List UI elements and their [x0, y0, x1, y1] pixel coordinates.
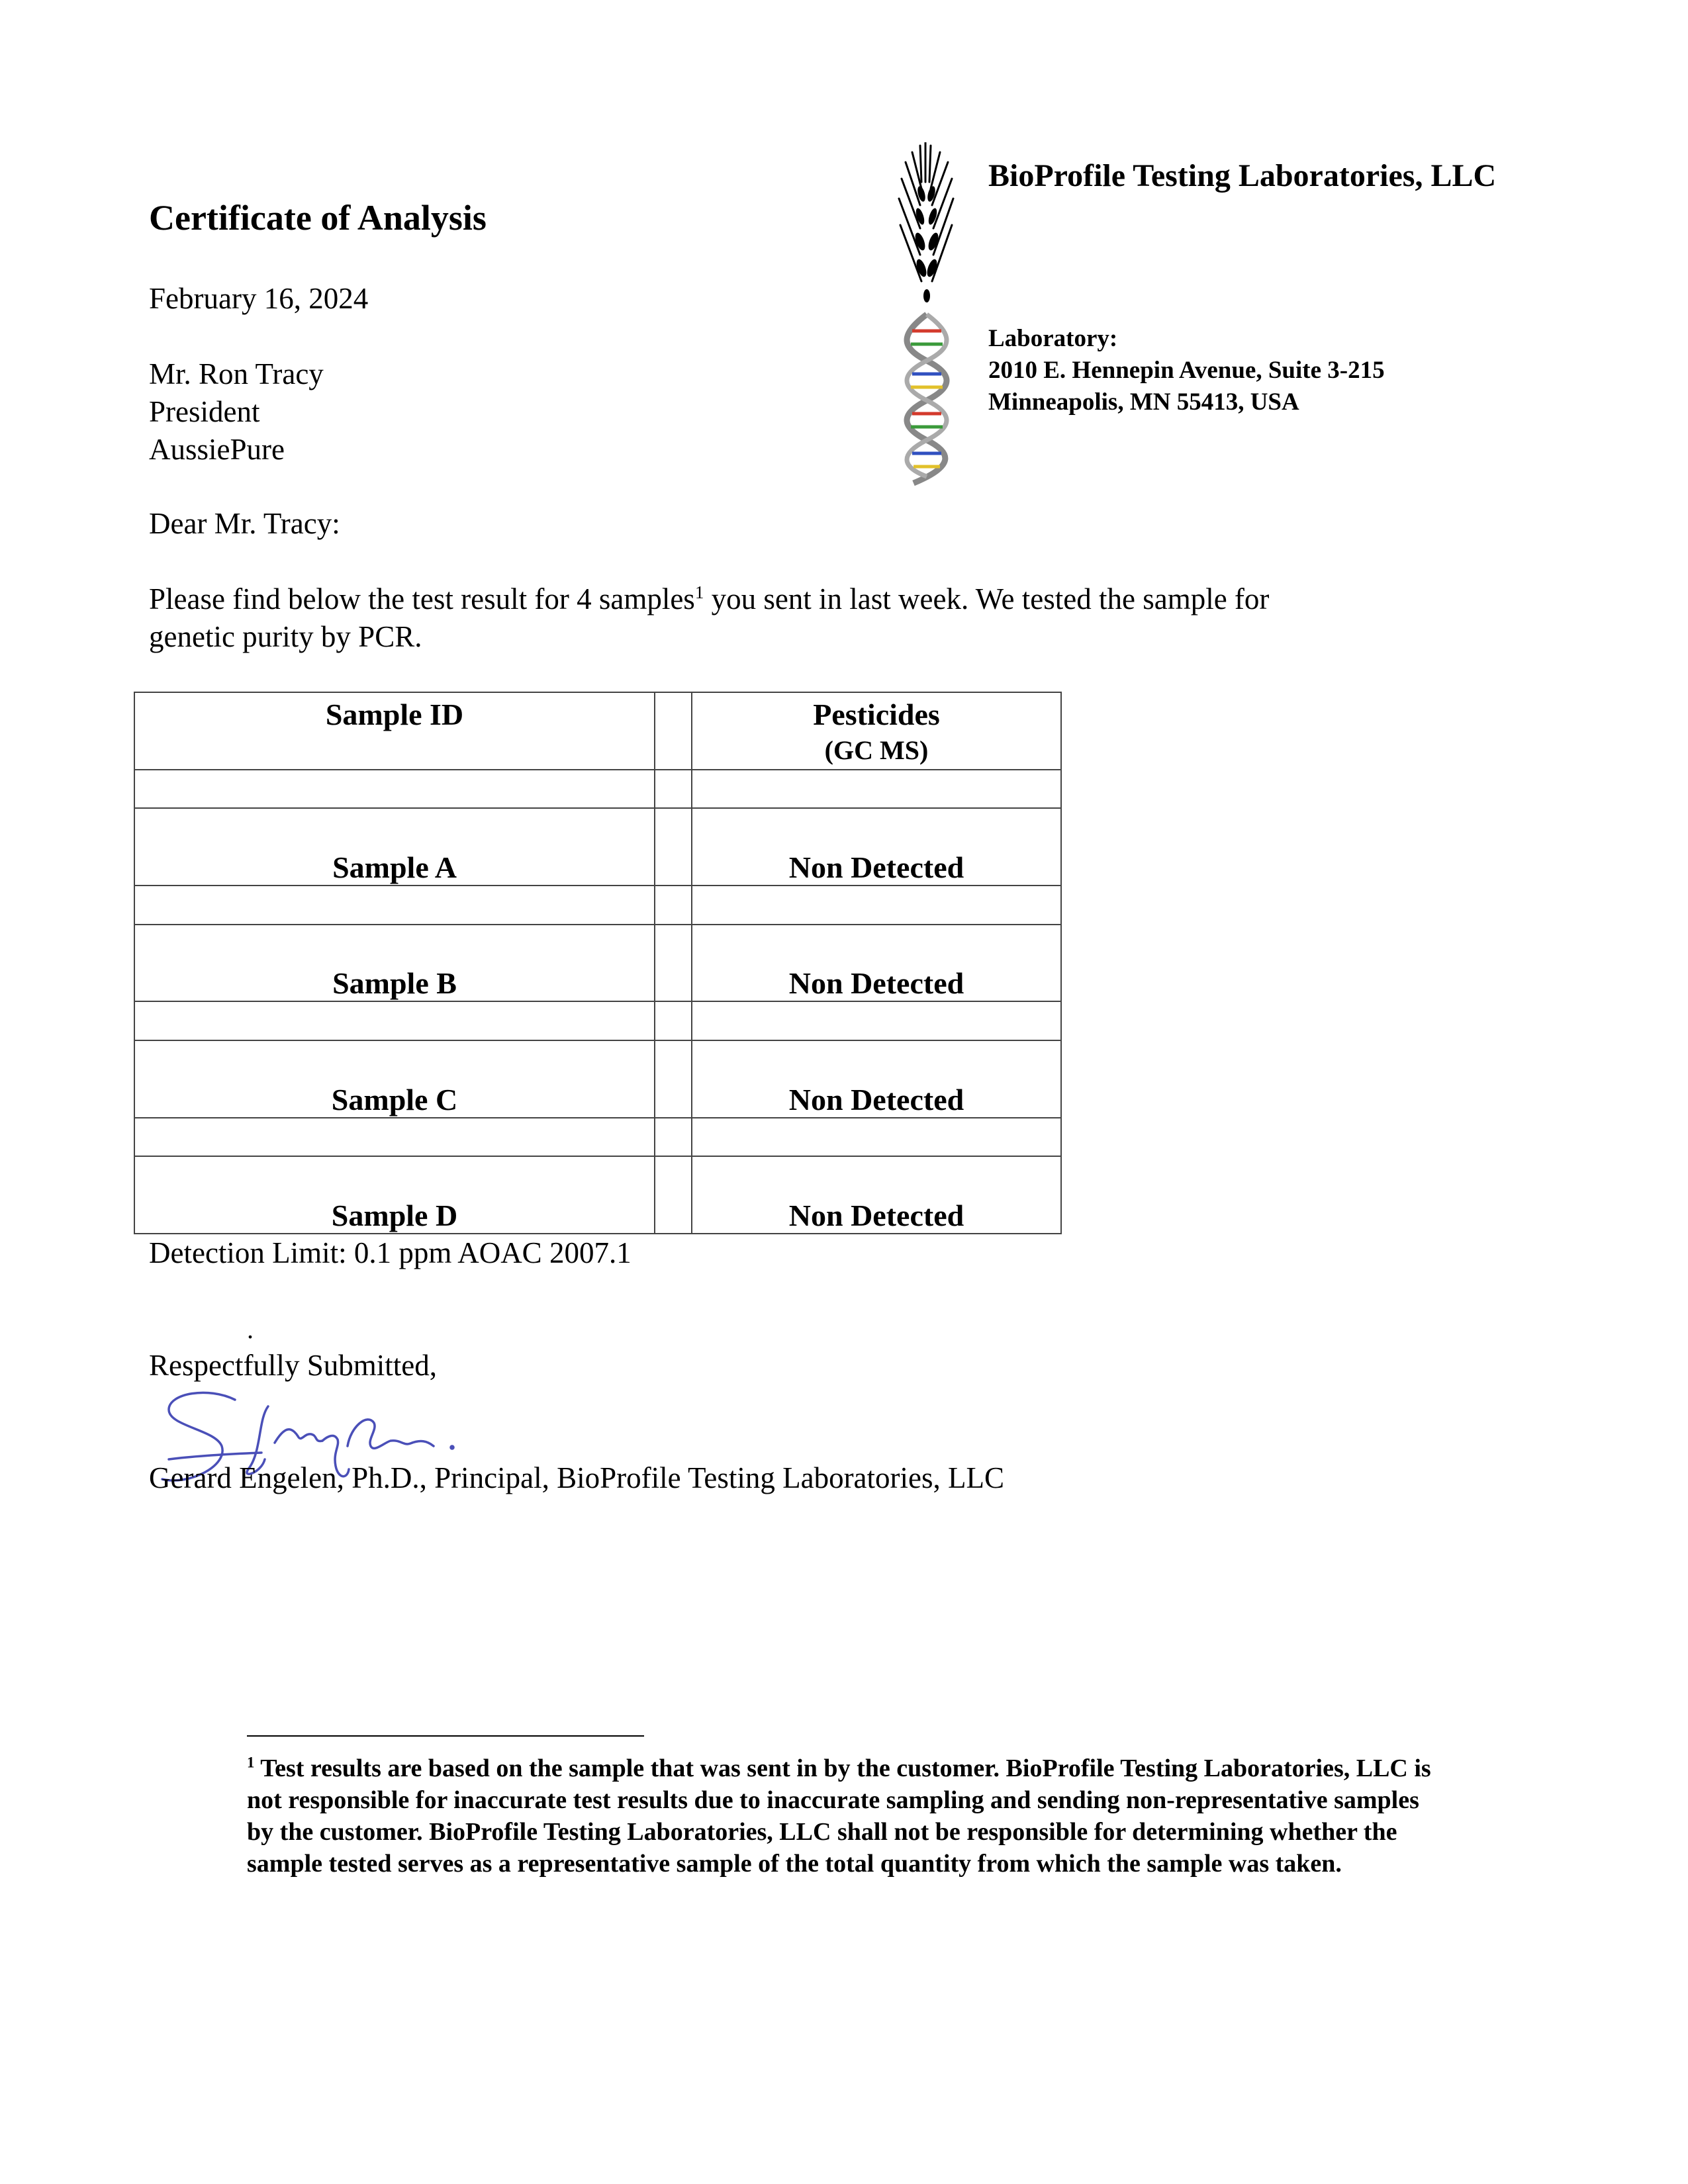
footnote-number: 1 [247, 1754, 255, 1771]
recipient-company: AussiePure [149, 433, 285, 466]
sample-id-cell: Sample D [134, 1156, 655, 1234]
result-cell: Non Detected [692, 1156, 1061, 1234]
detection-limit: Detection Limit: 0.1 ppm AOAC 2007.1 [149, 1236, 632, 1269]
lab-address-line2: Minneapolis, MN 55413, USA [988, 388, 1299, 416]
table-row [134, 808, 1061, 886]
spacer-cell [655, 1040, 692, 1118]
spacer-row [134, 1118, 1061, 1156]
lab-label: Laboratory: [988, 325, 1118, 352]
footnote-ref: 1 [694, 582, 704, 602]
footnote-divider [247, 1735, 644, 1737]
lab-logo-icon [887, 142, 966, 486]
table-row [134, 1040, 1061, 1118]
pesticides-label: Pesticides [813, 698, 940, 731]
spacer-cell [655, 1156, 692, 1234]
header-pesticides [692, 692, 1061, 770]
header-spacer-cell [655, 692, 692, 770]
lab-address-line1: 2010 E. Hennepin Avenue, Suite 3-215 [988, 357, 1385, 384]
table-row [134, 1156, 1061, 1234]
sample-id-cell: Sample A [134, 808, 655, 886]
intro-text-part1: Please find below the test result for 4 samples [149, 582, 695, 615]
recipient-name: Mr. Ron Tracy [149, 357, 324, 390]
intro-text-part2: you sent in last week. We tested the sample for [704, 582, 1270, 615]
sample-id-cell: Sample C [134, 1040, 655, 1118]
recipient-block [149, 355, 324, 469]
result-cell: Non Detected [692, 808, 1061, 886]
result-cell: Non Detected [692, 1040, 1061, 1118]
lab-name: BioProfile Testing Laboratories, LLC [988, 158, 1497, 193]
recipient-title: President [149, 395, 260, 428]
spacer-row [134, 1001, 1061, 1040]
spacer-cell [655, 808, 692, 886]
table-header-row [134, 692, 1061, 770]
stray-dot: . [247, 1314, 254, 1344]
pesticides-method: (GC MS) [824, 735, 929, 765]
spacer-cell [655, 925, 692, 1002]
header-sample-id: Sample ID [134, 692, 655, 770]
spacer-row [134, 886, 1061, 924]
result-cell: Non Detected [692, 925, 1061, 1002]
footnote-text: Test results are based on the sample that was sent in by the customer. BioProfile Testing Laboratories, LLC is not responsible for inaccurate test results due to inaccurate sampling and sending non-representative samples by the customer. BioProfile Testing Laboratories, LLC shall not be responsible for determining whether the sample tested serves as a representative sample of the total quantity from which the sample was taken. [247, 1754, 1431, 1878]
signer-name: Gerard Engelen, Ph.D., Principal, BioProfile Testing Laboratories, LLC [149, 1461, 1004, 1494]
footnote [247, 1752, 1445, 1880]
intro-text-line2: genetic purity by PCR. [149, 620, 422, 653]
document-title: Certificate of Analysis [149, 198, 487, 238]
results-table [134, 692, 1062, 1234]
intro-paragraph [149, 580, 1605, 656]
sample-id-cell: Sample B [134, 925, 655, 1002]
table-row [134, 925, 1061, 1002]
closing: Respectfully Submitted, [149, 1349, 437, 1382]
salutation: Dear Mr. Tracy: [149, 507, 340, 540]
lab-address [988, 323, 1385, 418]
spacer-row [134, 770, 1061, 808]
letter-date: February 16, 2024 [149, 282, 369, 315]
